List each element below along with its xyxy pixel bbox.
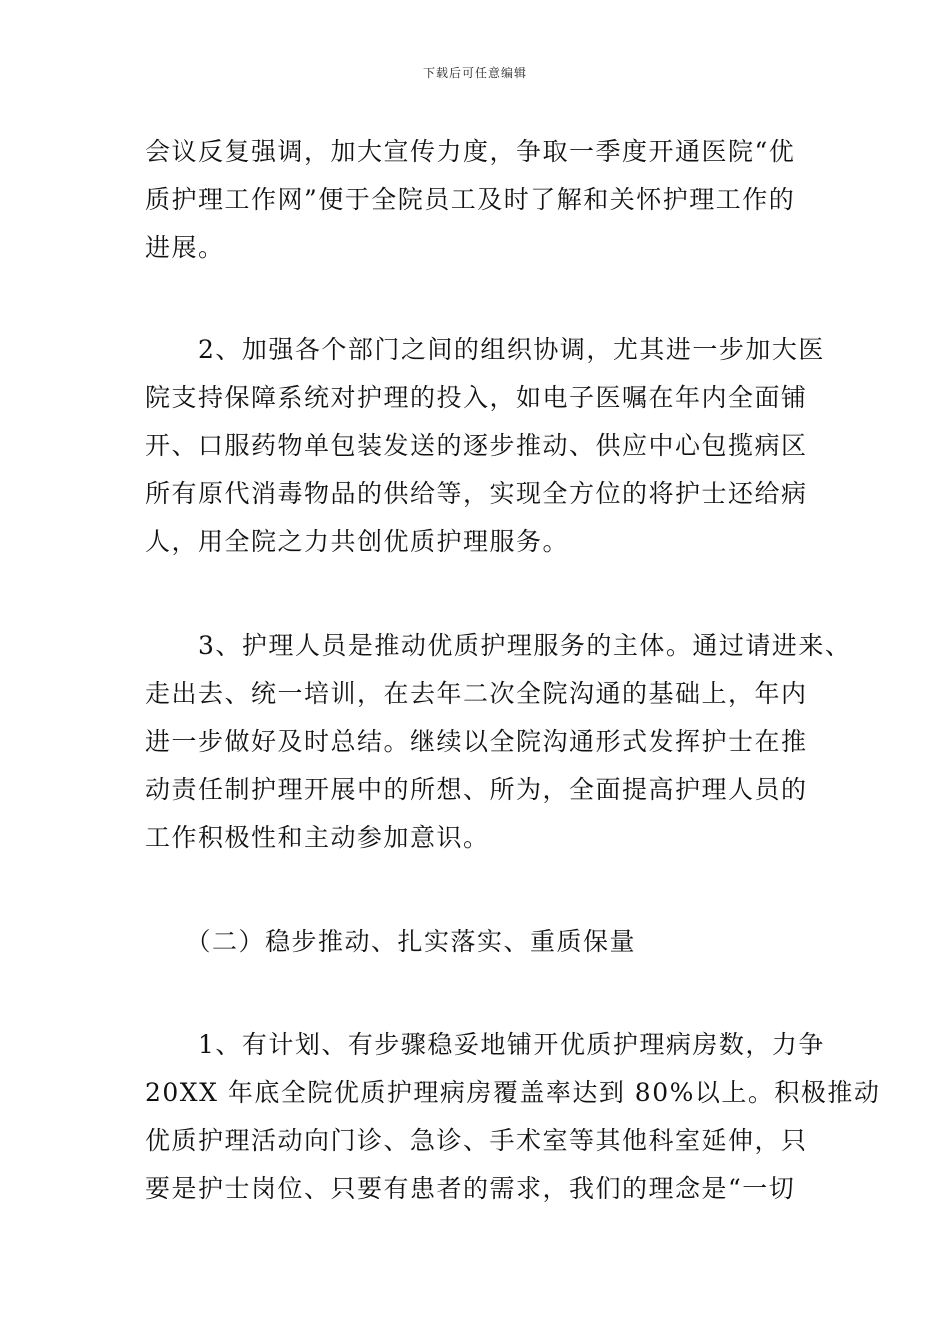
paragraph-line: 开、口服药物单包装发送的逐步推动、供应中心包揽病区: [145, 431, 808, 460]
paragraph-line: 人，用全院之力共创优质护理服务。: [145, 527, 570, 556]
paragraph-line: 优质护理活动向门诊、急诊、手术室等其他科室延伸，只: [145, 1126, 808, 1155]
paragraph-line: 20XX 年底全院优质护理病房覆盖率达到 80%以上。积极推动: [145, 1078, 881, 1107]
paragraph-line: 走出去、统一培训，在去年二次全院沟通的基础上，年内: [145, 679, 808, 708]
paragraph-line: 动责任制护理开展中的所想、所为，全面提高护理人员的: [145, 775, 808, 804]
paragraph-line: 所有原代消毒物品的供给等，实现全方位的将护士还给病: [145, 479, 808, 508]
paragraph-line: 要是护士岗位、只要有患者的需求，我们的理念是“一切: [145, 1174, 796, 1203]
paragraph-line: 会议反复强调，加大宣传力度，争取一季度开通医院“优: [145, 137, 796, 166]
paragraph-line: 进一步做好及时总结。继续以全院沟通形式发挥护士在推: [145, 727, 808, 756]
paragraph-line: 2、加强各个部门之间的组织协调，尤其进一步加大医: [145, 335, 825, 364]
section-heading: （二）稳步推动、扎实落实、重质保量: [145, 927, 637, 956]
paragraph-line: 3、护理人员是推动优质护理服务的主体。通过请进来、: [145, 631, 852, 660]
paragraph-line: 进展。: [145, 233, 225, 262]
header-note: 下载后可任意编辑: [422, 66, 527, 80]
paragraph-line: 院支持保障系统对护理的投入，如电子医嘱在年内全面铺: [145, 383, 808, 412]
paragraph-line: 质护理工作网”便于全院员工及时了解和关怀护理工作的: [145, 185, 796, 214]
paragraph-line: 1、有计划、有步骤稳妥地铺开优质护理病房数，力争: [145, 1030, 825, 1059]
paragraph-line: 工作积极性和主动参加意识。: [145, 823, 490, 852]
